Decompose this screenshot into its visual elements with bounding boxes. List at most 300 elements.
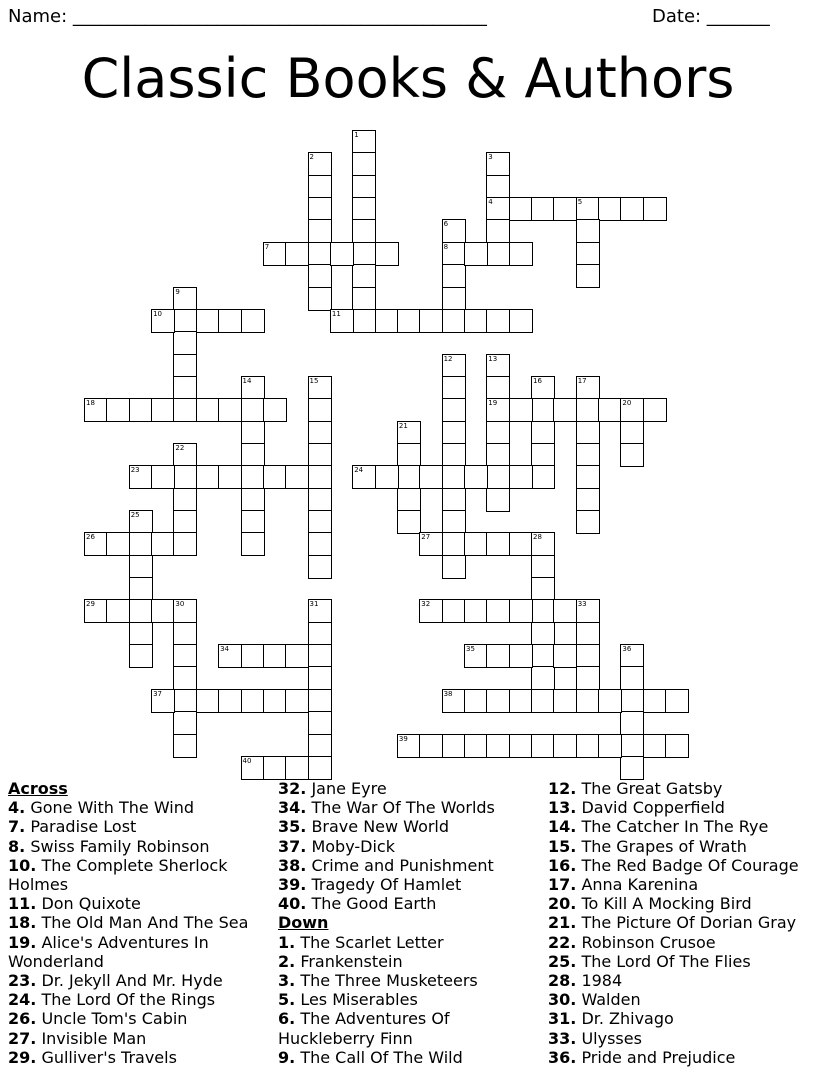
crossword-cell[interactable] (665, 689, 689, 713)
clue-number: 24. (8, 990, 37, 1010)
crossword-cell[interactable] (241, 488, 265, 512)
cell-number: 28 (533, 533, 542, 542)
crossword-cell[interactable] (375, 309, 399, 333)
crossword-cell[interactable] (352, 309, 376, 333)
crossword-cell[interactable] (151, 689, 175, 713)
cell-number: 4 (488, 198, 493, 207)
crossword-cell[interactable] (509, 689, 533, 713)
clue-text: The Great Gatsby (581, 779, 723, 798)
clue-text: 1984 (581, 971, 623, 991)
crossword-cell[interactable] (531, 666, 555, 690)
crossword-cell[interactable] (576, 219, 600, 243)
crossword-cell[interactable] (643, 734, 667, 758)
cell-number: 40 (242, 756, 252, 765)
clue-number: 6. (278, 1009, 296, 1029)
crossword-cell[interactable] (598, 734, 622, 758)
crossword-cell[interactable] (397, 510, 421, 534)
crossword-cell[interactable] (352, 219, 376, 243)
crossword-cell[interactable] (241, 756, 265, 780)
crossword-cell[interactable] (620, 711, 644, 735)
crossword-cell[interactable] (665, 734, 689, 758)
crossword-cell[interactable] (241, 398, 265, 422)
down-clue (548, 1048, 810, 1067)
crossword-cell[interactable] (129, 510, 153, 534)
crossword-cell[interactable] (330, 309, 354, 333)
crossword-cell[interactable] (576, 689, 600, 713)
crossword-cell[interactable] (509, 398, 533, 422)
cell-number: 20 (622, 399, 632, 408)
crossword-cell[interactable] (375, 465, 399, 489)
crossword-cell[interactable] (486, 175, 510, 199)
crossword-cell[interactable] (218, 689, 242, 713)
crossword-cell[interactable] (285, 756, 309, 780)
crossword-cell[interactable] (308, 666, 332, 690)
clue-number: 31. (548, 1009, 577, 1029)
crossword-cell[interactable] (129, 532, 153, 556)
crossword-cell[interactable] (553, 644, 577, 668)
down-clue (278, 1009, 540, 1047)
crossword-cell[interactable] (285, 689, 309, 713)
crossword-cell[interactable] (464, 532, 488, 556)
crossword-cell[interactable] (464, 734, 488, 758)
crossword-cell[interactable] (308, 421, 332, 445)
crossword-cell[interactable] (486, 197, 510, 221)
crossword-cell[interactable] (419, 599, 443, 623)
across-clue (278, 817, 540, 836)
crossword-cell[interactable] (464, 644, 488, 668)
clue-text: Walden (581, 990, 641, 1010)
crossword-cell[interactable] (464, 309, 488, 333)
crossword-cell[interactable] (419, 309, 443, 333)
clue-text: The War Of The Worlds (311, 798, 495, 818)
crossword-cell[interactable] (419, 532, 443, 556)
crossword-cell[interactable] (486, 443, 510, 467)
clue-text: The Call Of The Wild (300, 1047, 463, 1067)
crossword-cell[interactable] (241, 644, 265, 668)
crossword-cell[interactable] (173, 488, 197, 512)
crossword-cell[interactable] (620, 644, 644, 668)
crossword-cell[interactable] (464, 465, 488, 489)
crossword-cell[interactable] (196, 689, 220, 713)
crossword-cell[interactable] (598, 689, 622, 713)
crossword-cell[interactable] (352, 264, 376, 288)
crossword-cell[interactable] (486, 398, 510, 422)
clue-number: 20. (548, 894, 577, 914)
crossword-cell[interactable] (576, 734, 600, 758)
crossword-cell[interactable] (129, 622, 153, 646)
clues-column-2 (278, 779, 540, 1067)
crossword-cell[interactable] (509, 644, 533, 668)
clue-text: The Complete Sherlock Holmes (8, 855, 228, 895)
crossword-cell[interactable] (442, 510, 466, 534)
crossword-cell[interactable] (442, 421, 466, 445)
crossword-cell[interactable] (509, 734, 533, 758)
crossword-cell[interactable] (397, 734, 421, 758)
crossword-cell[interactable] (352, 242, 376, 266)
crossword-cell[interactable] (241, 532, 265, 556)
cell-number: 17 (577, 376, 587, 385)
crossword-cell[interactable] (442, 264, 466, 288)
crossword-cell[interactable] (241, 510, 265, 534)
clue-number: 3. (278, 971, 296, 991)
crossword-cell[interactable] (151, 465, 175, 489)
clue-text: The Grapes of Wrath (581, 836, 747, 856)
clue-number: 29. (8, 1047, 37, 1067)
crossword-cell[interactable] (173, 734, 197, 758)
crossword-cell[interactable] (173, 287, 197, 311)
crossword-cell[interactable] (352, 175, 376, 199)
crossword-cell[interactable] (576, 376, 600, 400)
cell-number: 13 (488, 354, 498, 363)
clue-text: Frankenstein (300, 951, 403, 971)
crossword-cell[interactable] (308, 689, 332, 713)
crossword-cell[interactable] (241, 465, 265, 489)
crossword-cell[interactable] (576, 421, 600, 445)
crossword-cell[interactable] (620, 734, 644, 758)
crossword-cell[interactable] (620, 398, 644, 422)
crossword-cell[interactable] (620, 443, 644, 467)
cell-number: 37 (153, 689, 163, 698)
crossword-cell[interactable] (397, 443, 421, 467)
clue-text: Ulysses (581, 1028, 642, 1048)
crossword-cell[interactable] (308, 756, 332, 780)
across-heading: Across (8, 779, 68, 798)
crossword-cell[interactable] (352, 287, 376, 311)
crossword-cell[interactable] (442, 532, 466, 556)
crossword-cell[interactable] (308, 734, 332, 758)
crossword-cell[interactable] (442, 309, 466, 333)
crossword-cell[interactable] (173, 398, 197, 422)
crossword-cell[interactable] (620, 421, 644, 445)
crossword-cell[interactable] (263, 756, 287, 780)
crossword-cell[interactable] (308, 465, 332, 489)
crossword-cell[interactable] (464, 599, 488, 623)
crossword-cell[interactable] (442, 354, 466, 378)
crossword-cell[interactable] (397, 465, 421, 489)
crossword-cell[interactable] (196, 398, 220, 422)
crossword-cell[interactable] (308, 599, 332, 623)
crossword-cell[interactable] (620, 666, 644, 690)
crossword-cell[interactable] (509, 465, 533, 489)
crossword-cell[interactable] (106, 532, 130, 556)
crossword-cell[interactable] (308, 219, 332, 243)
crossword-cell[interactable] (442, 734, 466, 758)
crossword-cell[interactable] (531, 689, 555, 713)
crossword-cell[interactable] (241, 443, 265, 467)
crossword-cell[interactable] (486, 644, 510, 668)
cell-number: 35 (466, 645, 475, 654)
crossword-cell[interactable] (419, 734, 443, 758)
crossword-cell[interactable] (486, 488, 510, 512)
crossword-cell[interactable] (553, 197, 577, 221)
crossword-cell[interactable] (553, 398, 577, 422)
crossword-cell[interactable] (173, 644, 197, 668)
crossword-cell[interactable] (218, 309, 242, 333)
crossword-cell[interactable] (84, 599, 108, 623)
across-clues-column (8, 779, 270, 1067)
crossword-cell[interactable] (218, 644, 242, 668)
crossword-cell[interactable] (352, 130, 376, 154)
across-clue (8, 971, 270, 990)
cell-number: 22 (175, 443, 185, 452)
crossword-cell[interactable] (263, 644, 287, 668)
crossword-cell[interactable] (531, 734, 555, 758)
crossword-cell[interactable] (531, 577, 555, 601)
crossword-cell[interactable] (151, 398, 175, 422)
crossword-cell[interactable] (486, 219, 510, 243)
crossword-cell[interactable] (173, 510, 197, 534)
crossword-cell[interactable] (531, 398, 555, 422)
crossword-cell[interactable] (576, 644, 600, 668)
crossword-cell[interactable] (486, 152, 510, 176)
crossword-cell[interactable] (486, 242, 510, 266)
across-clue (278, 837, 540, 856)
crossword-cell[interactable] (620, 689, 644, 713)
crossword-cell[interactable] (576, 599, 600, 623)
clue-text: The Scarlet Letter (300, 932, 444, 952)
crossword-cell[interactable] (486, 532, 510, 556)
clue-text: Dr. Zhivago (581, 1009, 674, 1029)
down-clue (548, 875, 810, 894)
crossword-cell[interactable] (106, 398, 130, 422)
clue-text: The Lord Of the Rings (41, 990, 216, 1010)
across-clue (8, 1048, 270, 1067)
crossword-cell[interactable] (442, 689, 466, 713)
crossword-cell[interactable] (553, 599, 577, 623)
cell-number: 33 (577, 600, 587, 609)
crossword-cell[interactable] (598, 197, 622, 221)
crossword-cell[interactable] (129, 577, 153, 601)
crossword-cell[interactable] (598, 398, 622, 422)
cell-number: 1 (354, 131, 359, 139)
crossword-cell[interactable] (308, 197, 332, 221)
crossword-cell[interactable] (486, 689, 510, 713)
crossword-cell[interactable] (531, 376, 555, 400)
crossword-cell[interactable] (173, 465, 197, 489)
crossword-cell[interactable] (308, 555, 332, 579)
crossword-cell[interactable] (173, 622, 197, 646)
crossword-cell[interactable] (643, 689, 667, 713)
crossword-cell[interactable] (352, 465, 376, 489)
crossword-cell[interactable] (241, 421, 265, 445)
crossword-cell[interactable] (486, 599, 510, 623)
crossword-cell[interactable] (218, 398, 242, 422)
crossword-cell[interactable] (308, 287, 332, 311)
clue-text: Les Miserables (300, 990, 418, 1010)
crossword-cell[interactable] (330, 242, 354, 266)
crossword-cell[interactable] (531, 197, 555, 221)
crossword-cell[interactable] (173, 711, 197, 735)
crossword-cell[interactable] (308, 510, 332, 534)
clue-number: 14. (548, 817, 577, 837)
crossword-cell[interactable] (173, 532, 197, 556)
crossword-cell[interactable] (531, 622, 555, 646)
crossword-cell[interactable] (553, 734, 577, 758)
crossword-cell[interactable] (442, 398, 466, 422)
crossword-cell[interactable] (308, 532, 332, 556)
crossword-cell[interactable] (576, 443, 600, 467)
crossword-cell[interactable] (308, 175, 332, 199)
crossword-cell[interactable] (129, 555, 153, 579)
crossword-cell[interactable] (218, 465, 242, 489)
crossword-cell[interactable] (576, 666, 600, 690)
clue-number: 1. (278, 932, 296, 952)
clue-text: To Kill A Mocking Bird (581, 894, 752, 914)
crossword-cell[interactable] (308, 488, 332, 512)
crossword-cell[interactable] (442, 488, 466, 512)
clue-number: 28. (548, 971, 577, 991)
crossword-cell[interactable] (486, 309, 510, 333)
crossword-cell[interactable] (285, 242, 309, 266)
crossword-cell[interactable] (531, 599, 555, 623)
crossword-cell[interactable] (352, 152, 376, 176)
clue-number: 19. (8, 932, 37, 952)
crossword-cell[interactable] (442, 219, 466, 243)
crossword-cell[interactable] (196, 465, 220, 489)
crossword-cell[interactable] (129, 465, 153, 489)
crossword-cell[interactable] (308, 711, 332, 735)
down-clue (548, 952, 810, 971)
crossword-cell[interactable] (509, 242, 533, 266)
crossword-cell[interactable] (173, 309, 197, 333)
crossword-cell[interactable] (129, 398, 153, 422)
cell-number: 2 (309, 153, 314, 162)
clue-text: Anna Karenina (581, 875, 699, 895)
crossword-cell[interactable] (308, 622, 332, 646)
across-clue (8, 1009, 270, 1028)
clue-text: The Catcher In The Rye (581, 817, 769, 837)
clue-number: 11. (8, 894, 37, 914)
crossword-cell[interactable] (576, 242, 600, 266)
crossword-cell[interactable] (151, 309, 175, 333)
crossword-cell[interactable] (173, 331, 197, 355)
crossword-cell[interactable] (486, 376, 510, 400)
crossword-cell[interactable] (486, 421, 510, 445)
crossword-cell[interactable] (509, 532, 533, 556)
crossword-cell[interactable] (129, 599, 153, 623)
down-clues-column-2 (548, 779, 810, 1067)
crossword-cell[interactable] (285, 644, 309, 668)
crossword-cell[interactable] (442, 443, 466, 467)
crossword-cell[interactable] (643, 398, 667, 422)
crossword-cell[interactable] (263, 465, 287, 489)
crossword-cell[interactable] (442, 287, 466, 311)
down-clue (548, 1009, 810, 1028)
cell-number: 3 (488, 153, 493, 162)
crossword-cell[interactable] (173, 376, 197, 400)
crossword-cell[interactable] (620, 756, 644, 780)
crossword-cell[interactable] (576, 264, 600, 288)
crossword-cell[interactable] (442, 599, 466, 623)
crossword-cell[interactable] (509, 197, 533, 221)
crossword-cell[interactable] (84, 398, 108, 422)
crossword-cell[interactable] (106, 599, 130, 623)
crossword-cell[interactable] (375, 242, 399, 266)
crossword-cell[interactable] (308, 443, 332, 467)
crossword-cell[interactable] (397, 421, 421, 445)
crossword-cell[interactable] (173, 443, 197, 467)
crossword-cell[interactable] (442, 465, 466, 489)
crossword-cell[interactable] (620, 197, 644, 221)
crossword-cell[interactable] (509, 309, 533, 333)
crossword-cell[interactable] (531, 555, 555, 579)
crossword-cell[interactable] (643, 197, 667, 221)
crossword-cell[interactable] (531, 644, 555, 668)
crossword-cell[interactable] (397, 488, 421, 512)
crossword-cell[interactable] (486, 465, 510, 489)
crossword-cell[interactable] (129, 644, 153, 668)
clue-text: Gulliver's Travels (41, 1047, 177, 1067)
crossword-cell[interactable] (173, 599, 197, 623)
crossword-cell[interactable] (151, 532, 175, 556)
crossword-cell[interactable] (308, 644, 332, 668)
crossword-cell[interactable] (442, 242, 466, 266)
crossword-cell[interactable] (241, 376, 265, 400)
down-clue (548, 913, 810, 932)
crossword-cell[interactable] (576, 465, 600, 489)
crossword-cell[interactable] (553, 689, 577, 713)
crossword-cell[interactable] (352, 197, 376, 221)
crossword-cell[interactable] (173, 354, 197, 378)
crossword-cell[interactable] (531, 421, 555, 445)
down-clue (548, 1029, 810, 1048)
crossword-cell[interactable] (576, 488, 600, 512)
crossword-cell[interactable] (196, 309, 220, 333)
crossword-cell[interactable] (263, 689, 287, 713)
down-clue (278, 1048, 540, 1067)
crossword-cell[interactable] (173, 666, 197, 690)
cell-number: 30 (175, 600, 185, 609)
across-clue (8, 798, 270, 817)
crossword-cell[interactable] (464, 689, 488, 713)
across-clue (8, 817, 270, 836)
crossword-cell[interactable] (263, 242, 287, 266)
crossword-cell[interactable] (308, 152, 332, 176)
crossword-cell[interactable] (308, 264, 332, 288)
crossword-cell[interactable] (531, 532, 555, 556)
crossword-cell[interactable] (509, 599, 533, 623)
crossword-cell[interactable] (442, 555, 466, 579)
crossword-cell[interactable] (576, 197, 600, 221)
crossword-cell[interactable] (486, 734, 510, 758)
crossword-cell[interactable] (241, 689, 265, 713)
cell-number: 16 (533, 376, 542, 385)
crossword-cell[interactable] (308, 376, 332, 400)
date-field-label: Date: _______ (652, 6, 770, 27)
crossword-cell[interactable] (464, 242, 488, 266)
crossword-cell[interactable] (84, 532, 108, 556)
crossword-cell[interactable] (576, 510, 600, 534)
crossword-cell[interactable] (285, 465, 309, 489)
crossword-cell[interactable] (442, 376, 466, 400)
crossword-cell[interactable] (308, 398, 332, 422)
crossword-cell[interactable] (173, 689, 197, 713)
crossword-cell[interactable] (576, 398, 600, 422)
clue-text: The Lord Of The Flies (581, 951, 751, 971)
cell-number: 38 (443, 689, 453, 698)
crossword-cell[interactable] (531, 465, 555, 489)
crossword-cell[interactable] (419, 465, 443, 489)
crossword-cell[interactable] (151, 599, 175, 623)
crossword-cell[interactable] (531, 443, 555, 467)
crossword-cell[interactable] (576, 622, 600, 646)
crossword-cell[interactable] (241, 309, 265, 333)
crossword-cell[interactable] (397, 309, 421, 333)
crossword-cell[interactable] (486, 354, 510, 378)
cell-number: 26 (86, 533, 95, 542)
crossword-cell[interactable] (263, 398, 287, 422)
crossword-cell[interactable] (308, 242, 332, 266)
